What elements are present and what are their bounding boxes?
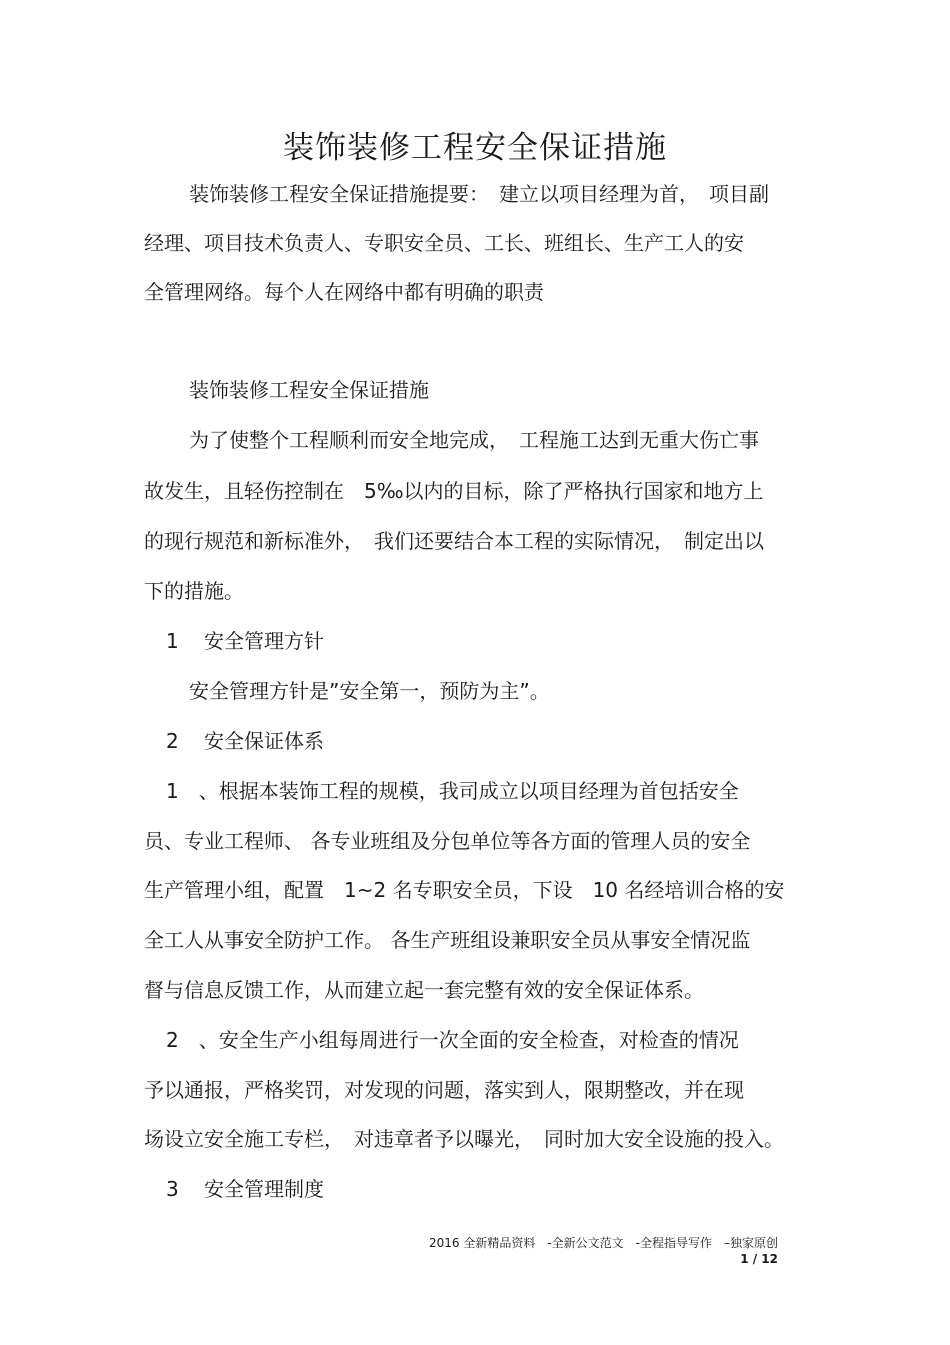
para2-line-2: 予以通报，严格奖罚，对发现的问题，落实到人，限期整改，并在现: [144, 1078, 744, 1102]
summary-line-2: 经理、项目技术负责人、专职安全员、工长、班组长、生产工人的安: [144, 231, 744, 255]
summary-line-3: 全管理网络。每个人在网络中都有明确的职责: [144, 280, 544, 304]
section-3-heading: [166, 1175, 324, 1203]
page-footer: 2016 全新精品资料 -全新公文范文 -全程指导写作 –独家原创: [428, 1236, 778, 1250]
section-subtitle: 装饰装修工程安全保证措施: [189, 378, 429, 402]
section-3-number: 3: [166, 1177, 179, 1201]
section-1-title: 安全管理方针: [204, 629, 324, 653]
intro-line-2: 故发生，且轻伤控制在 5‰以内的目标，除了严格执行国家和地方上: [144, 479, 764, 503]
para1-line-3: 生产管理小组，配置 1~2 名专职安全员，下设 10 名经培训合格的安: [144, 878, 785, 902]
para2-line-1: 2 、安全生产小组每周进行一次全面的安全检查，对检查的情况: [166, 1028, 739, 1052]
page-title: 装饰装修工程安全保证措施: [283, 130, 667, 166]
section-2-number: 2: [166, 729, 179, 753]
summary-line-1: 装饰装修工程安全保证措施提要： 建立以项目经理为首， 项目副: [189, 182, 769, 206]
para1-line-5: 督与信息反馈工作，从而建立起一套完整有效的安全保证体系。: [144, 978, 704, 1002]
intro-line-4: 下的措施。: [144, 579, 244, 603]
section-2-title: 安全保证体系: [204, 729, 324, 753]
page-number: 1 / 12: [740, 1252, 778, 1266]
intro-line-3: 的现行规范和新标准外， 我们还要结合本工程的实际情况， 制定出以: [144, 529, 764, 553]
para1-line-2: 员、专业工程师、 各专业班组及分包单位等各方面的管理人员的安全: [144, 829, 751, 853]
para1-line-1: 1 、根据本装饰工程的规模，我司成立以项目经理为首包括安全: [166, 779, 739, 803]
section-1-text: 安全管理方针是”安全第一，预防为主”。: [189, 679, 550, 703]
section-2-heading: [166, 727, 324, 755]
para1-line-4: 全工人从事安全防护工作。 各生产班组设兼职安全员从事安全情况监: [144, 928, 751, 952]
para2-line-3: 场设立安全施工专栏， 对违章者予以曝光， 同时加大安全设施的投入。: [144, 1127, 784, 1151]
section-1-heading: [166, 627, 324, 655]
section-1-number: 1: [166, 629, 179, 653]
intro-line-1: 为了使整个工程顺利而安全地完成， 工程施工达到无重大伤亡事: [189, 428, 759, 452]
section-3-title: 安全管理制度: [204, 1177, 324, 1201]
